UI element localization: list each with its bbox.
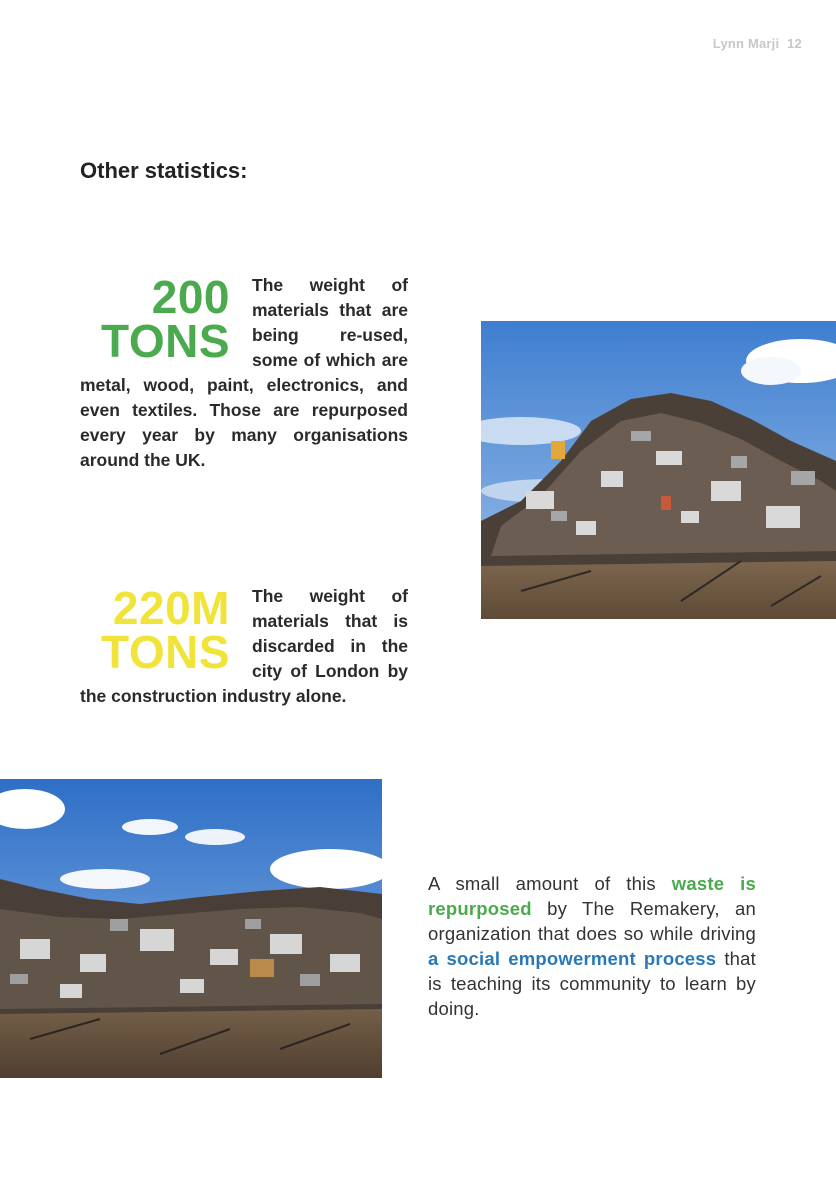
stat-description: The weight of materials that is discarded in the city of London by the construction industry alone. (80, 586, 408, 706)
scrap-pile-photo-bottom (0, 779, 382, 1078)
author-name: Lynn Marji (712, 36, 780, 51)
stat-number: 220M (112, 582, 230, 634)
stat-block-discarded (80, 584, 408, 709)
scrap-pile-photo-top (481, 321, 836, 619)
note-text: A small amount of this (428, 873, 672, 894)
stat-block-reused (80, 273, 408, 473)
note-highlight-empowerment: a social empowerment process (428, 948, 717, 969)
stat-unit: TONS (101, 315, 230, 367)
note-text: that is teaching its community to learn by doing. (428, 948, 756, 1019)
note-text: by The Remakery, an organization that does so while driving (428, 898, 756, 944)
page-number: 12 (787, 36, 802, 51)
remakery-note (428, 871, 756, 1021)
note-highlight-repurposed: waste is repurposed (428, 873, 756, 919)
stat-figure (80, 582, 230, 678)
stat-number: 200 (151, 271, 230, 323)
page-header (709, 36, 802, 51)
stat-figure (80, 271, 230, 367)
stat-description: The weight of materials that are being re-used, some of which are metal, wood, paint, electronics, and even textiles. Those are repurposed every year by many organisations around the UK. (80, 275, 408, 470)
page-title: Other statistics: (80, 158, 248, 183)
stat-unit: TONS (101, 626, 230, 678)
